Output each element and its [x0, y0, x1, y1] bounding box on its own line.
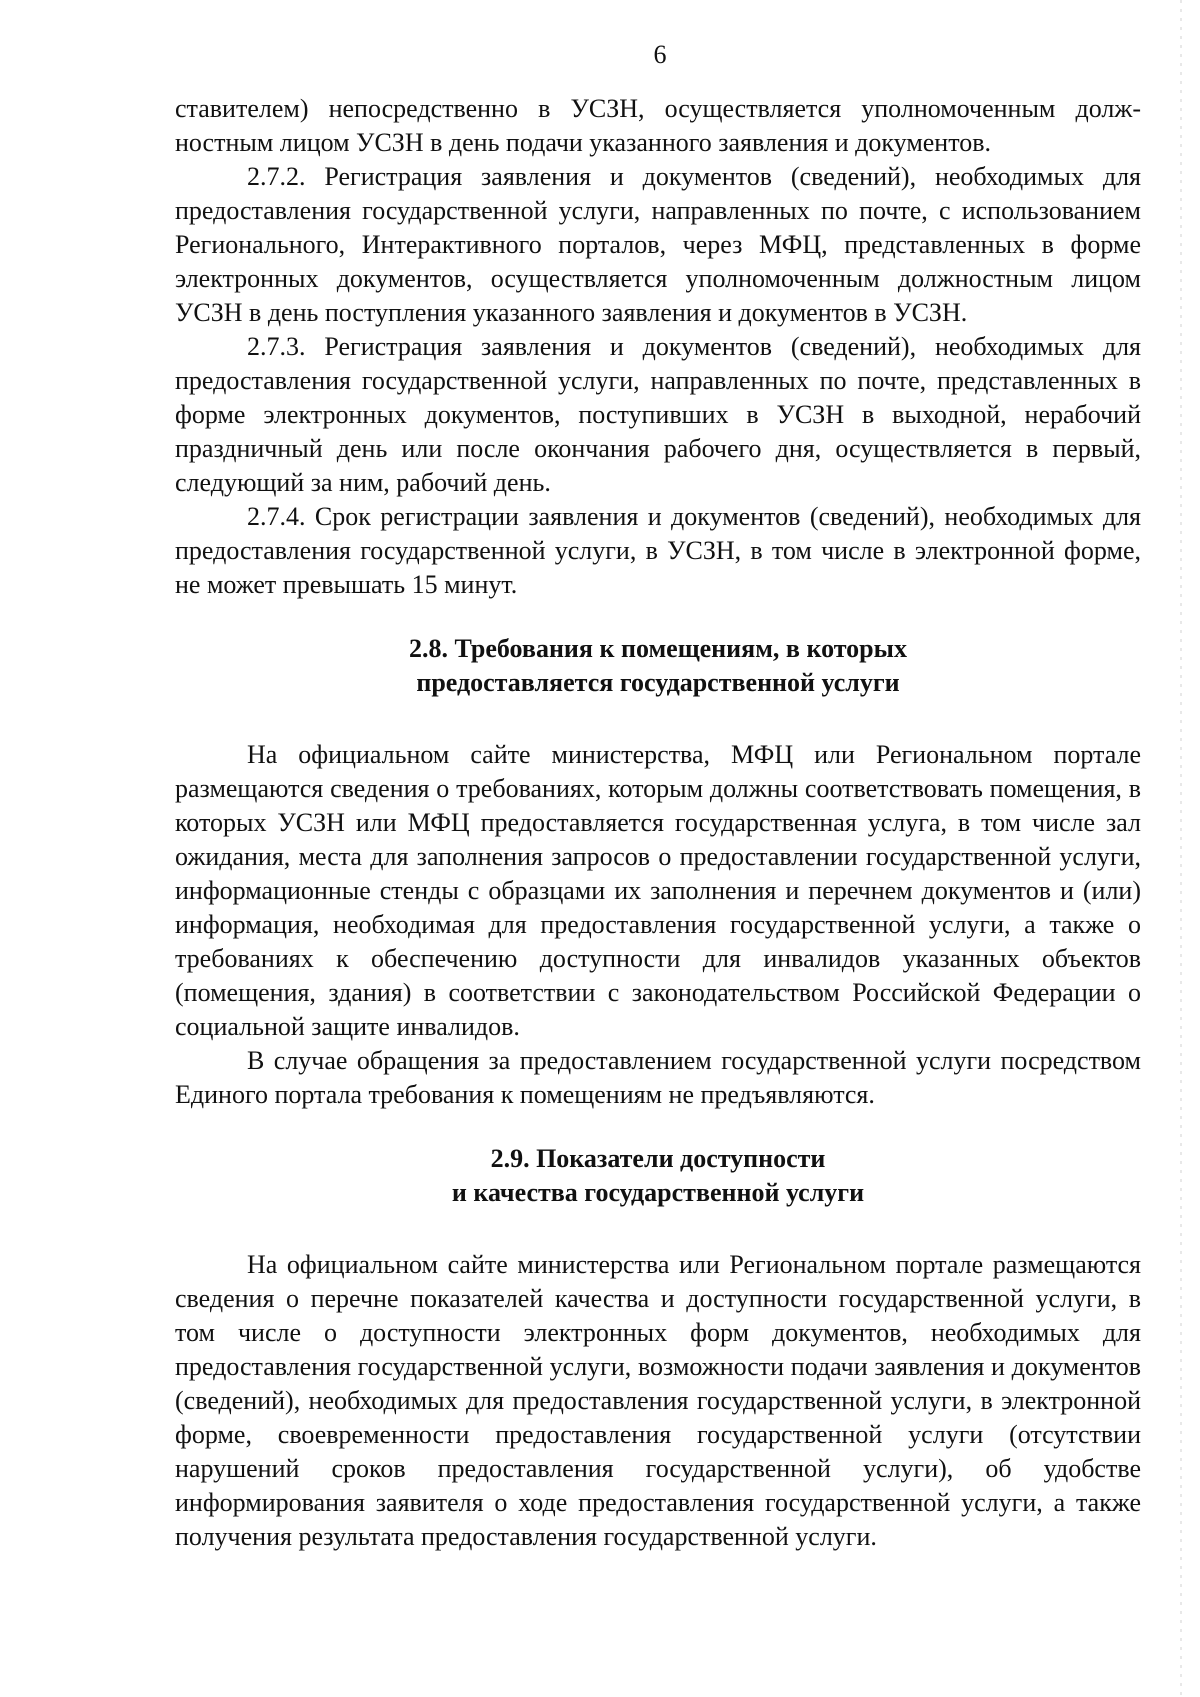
heading-line: 2.9. Показатели доступности — [490, 1144, 826, 1173]
paragraph-2-9-indicators: На официальном сайте министерства или Региональном портале размещаются сведения о перечне показателей качества и доступности государственной услуги, в том числе о доступности электронных форм документов, необходимых для предоставления государственной услуги, возможности подачи заявления и документов (сведений), необходимых для предоставления государственной услуги, в электронной форме, своевременности предоставления государственной услуги (отсутствии нарушений сроков предоставления государственной услуги), об удобстве информирования заявителя о ходе предоставления государственной услуги, а также получения результата предоставления государственной услуги. — [175, 1250, 1141, 1551]
paragraph-2-7-3: 2.7.3. Регистрация заявления и документов (сведений), необходимых для предоставления государственной услуги, направленных по почте, представленных в форме электронных документов, поступивших в УСЗН в выходной, нерабочий праздничный день или после окончания рабочего дня, осуществляется в первый, следующий за ним, рабочий день. — [175, 332, 1141, 497]
heading-line: и качества государственной услуги — [451, 1178, 865, 1207]
heading-line: 2.8. Требования к помещениям, в которых — [409, 634, 907, 663]
section-heading-2-9 — [175, 1142, 1141, 1210]
heading-line: предоставляется государственной услуги — [416, 668, 900, 697]
paragraph-2-8-single-portal: В случае обращения за предоставлением государственной услуги посредством Единого портала требования к помещениям не предъявляются. — [175, 1046, 1141, 1109]
scan-edge-line — [1180, 0, 1182, 1697]
document-body — [175, 92, 1141, 1554]
page-number: 6 — [653, 40, 667, 69]
paragraph-continuation: ставителем) непосредственно в УСЗН, осуществляется уполномоченным должностным лицом УСЗН в день подачи указанного заявления и документов. — [175, 94, 1141, 157]
paragraph-2-7-4: 2.7.4. Срок регистрации заявления и документов (сведений), необходимых для предоставления государственной услуги, в УСЗН, в том числе в электронной форме, не может превышать 15 минут. — [175, 502, 1141, 599]
paragraph-2-7-2: 2.7.2. Регистрация заявления и документов (сведений), необходимых для предоставления государственной услуги, направленных по почте, с использованием Регионального, Интерактивного порталов, через МФЦ, представленных в форме электронных документов, осуществляется уполномоченным должностным лицом УСЗН в день поступления указанного заявления и документов в УСЗН. — [175, 162, 1141, 327]
section-heading-2-8 — [175, 632, 1141, 700]
paragraph-2-8-requirements: На официальном сайте министерства, МФЦ или Региональном портале размещаются сведения о требованиях, которым должны соответствовать помещения, в которых УСЗН или МФЦ предоставляется государственная услуга, в том числе зал ожидания, места для заполнения запросов о предоставлении государственной услуги, информационные стенды с образцами их заполнения и перечнем документов и (или) информация, необходимая для предоставления государственной услуги, а также о требованиях к обеспечению доступности для инвалидов указанных объектов (помещения, здания) в соответствии с законодательством Российской Федерации о социальной защите инвалидов. — [175, 740, 1141, 1041]
